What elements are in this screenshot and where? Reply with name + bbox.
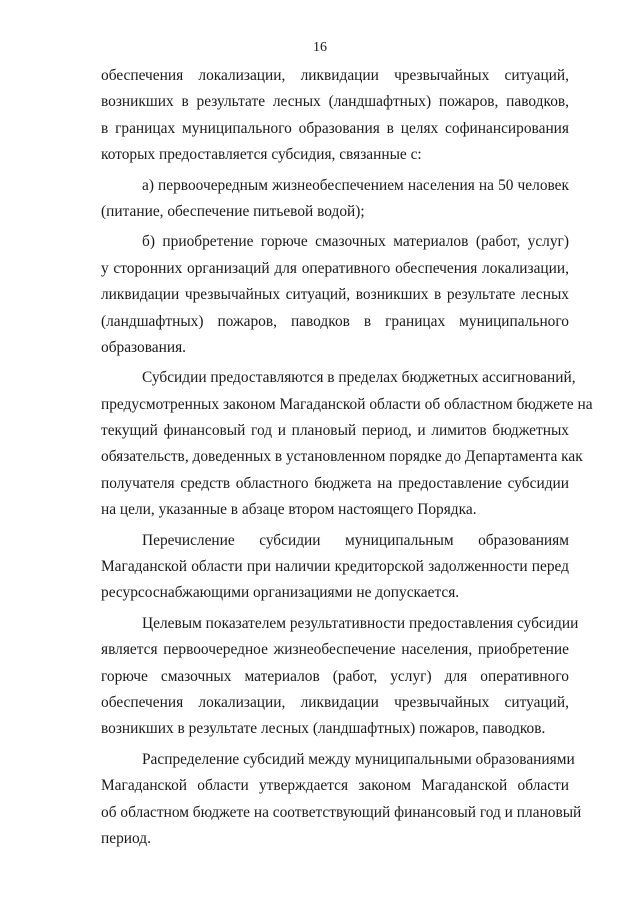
text-line: Целевым показателем результативности предоставления субсидии — [142, 614, 579, 632]
text-line: ресурсоснабжающими организациями не допускается. — [101, 584, 460, 602]
text-line: (ландшафтных) пожаров, паводков в границах муниципального — [101, 312, 569, 330]
text-line: горюче смазочных материалов (работ, услуг) для оперативного — [101, 667, 569, 685]
text-line: возникших в результате лесных (ландшафтных) пожаров, паводков, — [101, 93, 569, 111]
text-line: обязательств, доведенных в установленном порядке до Департамента как — [101, 448, 583, 466]
page-number: 16 — [313, 40, 327, 55]
text-line: которых предоставляется субсидия, связанные с: — [101, 146, 422, 164]
text-line: Магаданской области при наличии кредиторской задолженности перед — [101, 558, 569, 576]
paragraph — [101, 747, 582, 853]
text-line: обеспечения локализации, ликвидации чрезвычайных ситуаций, — [101, 693, 569, 711]
text-line: об областном бюджете на соответствующий финансовый год и плановый — [101, 803, 582, 821]
paragraph — [101, 229, 569, 361]
text-line: (питание, обеспечение питьевой водой); — [101, 202, 365, 220]
paragraph — [101, 528, 569, 607]
text-line: предусмотренных законом Магаданской области об областном бюджете на — [101, 395, 593, 413]
text-line: Распределение субсидий между муниципальными образованиями — [142, 750, 575, 768]
text-line: Субсидии предоставляются в пределах бюджетных ассигнований, — [142, 369, 576, 387]
paragraph — [101, 173, 569, 226]
text-line: возникших в результате лесных (ландшафтных) пожаров, паводков. — [101, 720, 546, 738]
text-line: у сторонних организаций для оперативного обеспечения локализации, — [101, 259, 569, 277]
text-line: является первоочередное жизнеобеспечение населения, приобретение — [101, 641, 569, 659]
paragraph — [101, 611, 579, 743]
text-line: обеспечения локализации, ликвидации чрезвычайных ситуаций, — [101, 67, 569, 84]
text-line: образования. — [101, 338, 187, 356]
text-line: на цели, указанные в абзаце втором настоящего Порядка. — [101, 501, 477, 519]
text-line: получателя средств областного бюджета на предоставление субсидии — [101, 474, 569, 492]
text-line: период. — [101, 829, 151, 847]
text-line: текущий финансовый год и плановый период, и лимитов бюджетных — [101, 422, 569, 440]
text-line: Магаданской области утверждается законом Магаданской области — [101, 777, 569, 795]
text-line: ликвидации чрезвычайных ситуаций, возникших в результате лесных — [101, 286, 569, 304]
text-line: б) приобретение горюче смазочных материалов (работ, услуг) — [142, 233, 569, 251]
text-line: в границах муниципального образования в целях софинансирования — [101, 119, 569, 137]
document-body — [101, 63, 593, 852]
text-line: Перечисление субсидии муниципальным образованиям — [142, 531, 569, 549]
paragraph — [101, 63, 569, 169]
paragraph — [101, 365, 593, 523]
text-line: а) первоочередным жизнеобеспечением населения на 50 человек — [142, 176, 569, 194]
